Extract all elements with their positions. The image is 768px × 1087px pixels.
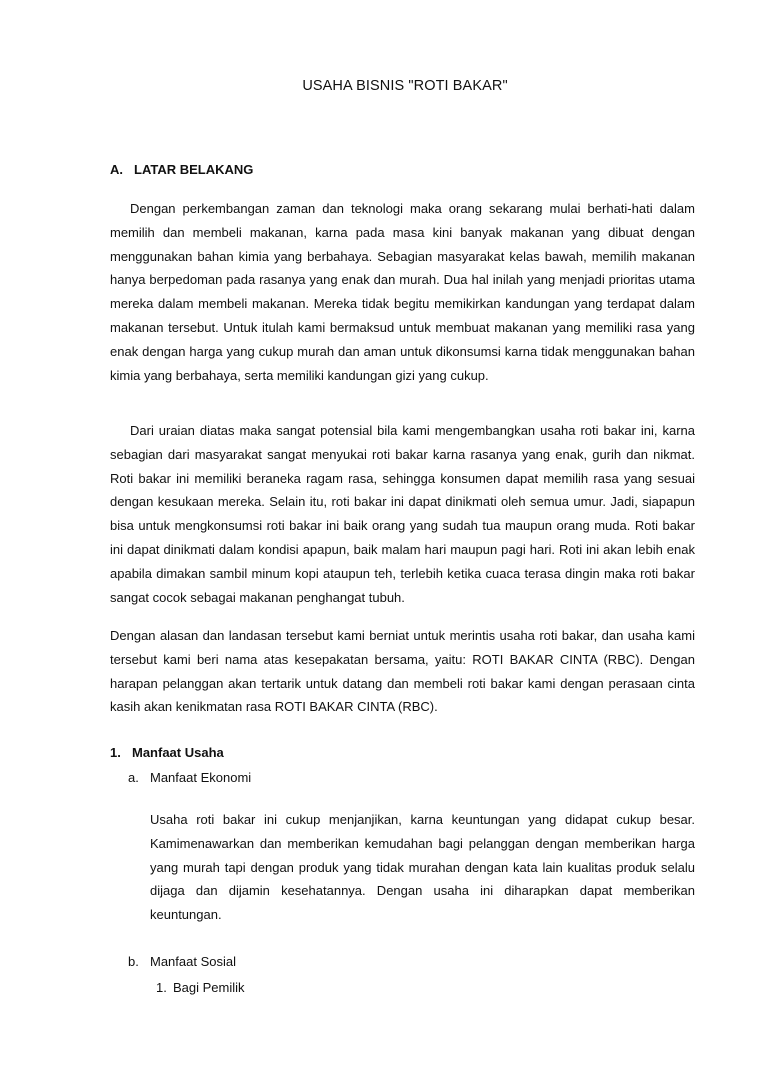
subsection-a	[128, 770, 251, 785]
subsection-b-label: Manfaat Sosial	[150, 954, 236, 969]
subsection-a-label: Manfaat Ekonomi	[150, 770, 252, 785]
subsection-a-text: Usaha roti bakar ini cukup menjanjikan, karna keuntungan yang didapat cukup besar. Kamimenawarkan dan memberikan kemudahan bagi pelanggan dengan memberikan harga yang murah tapi dengan produk yang tidak murahan dengan kata lain kualitas produk selalu dijaga dan dijamin kesehatannya. Dengan usaha ini diharapkan dapat memberikan keuntungan.	[150, 812, 695, 923]
section-a-paragraph-2: Dari uraian diatas maka sangat potensial bila kami mengembangkan usaha roti bakar ini, karna sebagian dari masyarakat sangat menyukai roti bakar karna rasanya yang enak, gurih dan nikmat. Roti bakar ini memiliki beraneka ragam rasa, sehingga konsumen dapat memilih rasa yang sesuai dengan kesukaan mereka. Selain itu, roti bakar ini dapat dinikmati oleh semua umur. Jadi, siapapun bisa untuk mengkonsumsi roti bakar ini baik orang yang sudah tua maupun orang muda. Roti bakar ini dapat dinikmati dalam kondisi apapun, baik malam hari maupun pagi hari. Roti ini akan lebih enak apabila dimakan sambil minum kopi ataupun teh, terlebih ketika cuaca terasa dingin maka roti bakar sangat cocok sebagai makanan penghangat tubuh.	[110, 423, 695, 605]
section-1-marker: 1.	[110, 745, 121, 760]
section-a-heading	[110, 162, 253, 177]
document-title: USAHA BISNIS "ROTI BAKAR"	[302, 78, 508, 94]
subsection-a-marker: a.	[128, 770, 139, 785]
list-item-marker: 1.	[156, 980, 167, 995]
section-a-marker: A.	[110, 162, 123, 177]
subsection-b-marker: b.	[128, 954, 139, 969]
list-item	[156, 980, 245, 995]
section-a-paragraph-1: Dengan perkembangan zaman dan teknologi maka orang sekarang mulai berhati-hati dalam memilih dan membeli makanan, karna pada masa kini banyak makanan yang dibuat dengan menggunakan bahan kimia yang berbahaya. Sebagian masyarakat kelas bawah, memilih makanan hanya berpedoman pada rasanya yang enak dan murah. Dua hal inilah yang menjadi prioritas utama mereka dalam membeli makanan. Mereka tidak begitu memikirkan kandungan yang terdapat dalam makanan tersebut. Untuk itulah kami bermaksud untuk membuat makanan yang memiliki rasa yang enak dengan harga yang cukup murah dan aman untuk dikonsumsi karna tidak menggunakan bahan kimia yang berbahaya, serta memiliki kandungan gizi yang cukup.	[110, 201, 695, 383]
section-a-title: LATAR BELAKANG	[134, 162, 254, 177]
section-1-title: Manfaat Usaha	[132, 745, 224, 760]
section-a-paragraph-3: Dengan alasan dan landasan tersebut kami berniat untuk merintis usaha roti bakar, dan usaha kami tersebut kami beri nama atas kesepakatan bersama, yaitu: ROTI BAKAR CINTA (RBC). Dengan harapan pelanggan akan tertarik untuk datang dan membeli roti bakar kami dengan perasaan cinta kasih akan kenikmatan rasa ROTI BAKAR CINTA (RBC).	[110, 628, 695, 715]
list-item-label: Bagi Pemilik	[173, 980, 245, 995]
section-1-heading	[110, 745, 224, 760]
subsection-b	[128, 954, 236, 969]
